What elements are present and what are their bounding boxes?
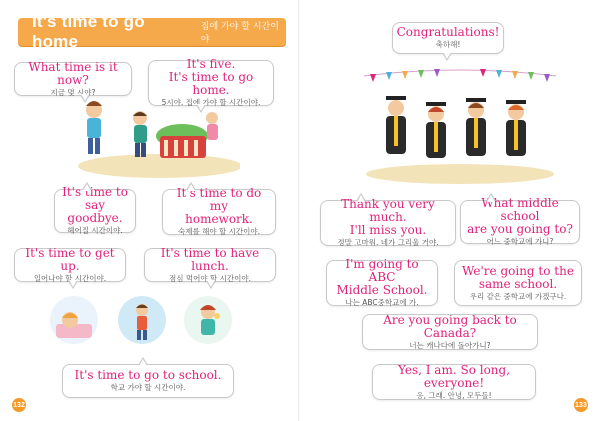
child-walking-icon	[118, 296, 166, 344]
bubble-text-en: We're going to the same school.	[462, 263, 574, 291]
bubble-text-en: It's time to go to school.	[74, 368, 222, 382]
bubble-text-ko: 어느 중학교에 가니?	[486, 237, 554, 246]
bubble-tail	[486, 193, 496, 201]
bubble-text-ko: 일어나야 할 시간이야.	[33, 273, 107, 283]
bubble-text-en: What middle school are you going to?	[467, 196, 573, 236]
page-number-left: 132	[12, 398, 26, 412]
bubble-tail	[442, 53, 452, 61]
bubble-text-en: It's five. It's time to go home.	[168, 57, 254, 97]
bubble-text-ko: 헤어질 시간이야.	[67, 226, 123, 235]
child-waking-icon	[50, 296, 98, 344]
page-title-korean: 집에 가야 할 시간이야	[200, 22, 279, 45]
bubble-say-goodbye	[54, 185, 136, 235]
bubble-text-en: Congratulations!	[396, 25, 500, 39]
bubble-text-en: It's time to do my homework.	[176, 186, 262, 226]
bubble-text-ko: 축하해!	[435, 40, 461, 49]
bubble-text-en: I'm going to ABC Middle School.	[336, 257, 428, 297]
bubble-tail	[186, 182, 196, 190]
bubble-what-time	[14, 59, 132, 97]
bubble-have-lunch	[144, 245, 276, 283]
bubble-text-ko: 5시야. 집에 가야 할 시간이야.	[161, 98, 261, 107]
bubble-text-ko: 너는 캐나다에 돌아가니?	[409, 340, 491, 350]
bubble-tail	[80, 95, 90, 103]
bubble-tail	[82, 182, 92, 190]
right-page	[300, 0, 600, 421]
bubble-text-en: It's time to have lunch.	[160, 245, 260, 273]
bubble-thank-you	[320, 197, 456, 247]
title-bar	[18, 12, 286, 51]
bubble-text-en: Are you going back to Canada?	[383, 312, 517, 340]
bubble-text-ko: 점심 먹어야 할 시간이야.	[169, 273, 251, 283]
child-eating-icon	[184, 296, 232, 344]
bubble-text-ko: 나는 ABC중학교에 가.	[345, 298, 419, 307]
bubble-homework	[162, 186, 276, 236]
child-walking-picture	[118, 296, 166, 344]
bubble-so-long	[372, 364, 536, 400]
graduation-illustration	[360, 62, 560, 188]
bubble-text-ko: 정말 고마워. 네가 그리울 거야.	[337, 238, 439, 247]
bubble-text-ko: 응, 그래. 안녕, 모두들!	[416, 390, 492, 400]
bubble-go-to-school	[62, 364, 234, 398]
bubble-tail	[68, 281, 78, 289]
bubble-tail	[206, 281, 216, 289]
bubble-text-ko: 학교 가야 할 시간이야.	[110, 383, 186, 392]
bubble-its-five	[148, 57, 274, 107]
child-waking-picture	[50, 296, 98, 344]
bubble-abc-school	[326, 257, 438, 307]
bubble-tail	[196, 105, 206, 113]
bubble-back-to-canada	[362, 314, 538, 350]
page-number-right: 133	[574, 398, 588, 412]
bubble-text-en: It's time to say goodbye.	[62, 185, 128, 225]
bubble-tail	[138, 357, 148, 365]
bubble-text-ko: 숙제를 해야 할 시간이야.	[178, 227, 260, 236]
bubble-same-school	[454, 260, 582, 306]
playground-illustration	[60, 96, 240, 180]
bubble-get-up	[14, 245, 126, 283]
page-title: It's time to go home	[32, 12, 145, 51]
bubble-text-en: What time is it now?	[28, 59, 118, 87]
bubble-tail	[356, 193, 366, 201]
bubble-text-en: Yes, I am. So long, everyone!	[397, 362, 511, 390]
bubble-which-school	[460, 196, 580, 246]
bubble-text-ko: 지금 몇 시야?	[50, 87, 96, 97]
bubble-congratulations	[392, 22, 504, 54]
bubble-text-en: Thank you very much. I'll miss you.	[341, 197, 435, 237]
bubble-text-ko: 우리 같은 중학교에 가겠구나.	[469, 291, 567, 301]
child-eating-picture	[184, 296, 232, 344]
bubble-text-en: It's time to get up.	[25, 245, 115, 273]
